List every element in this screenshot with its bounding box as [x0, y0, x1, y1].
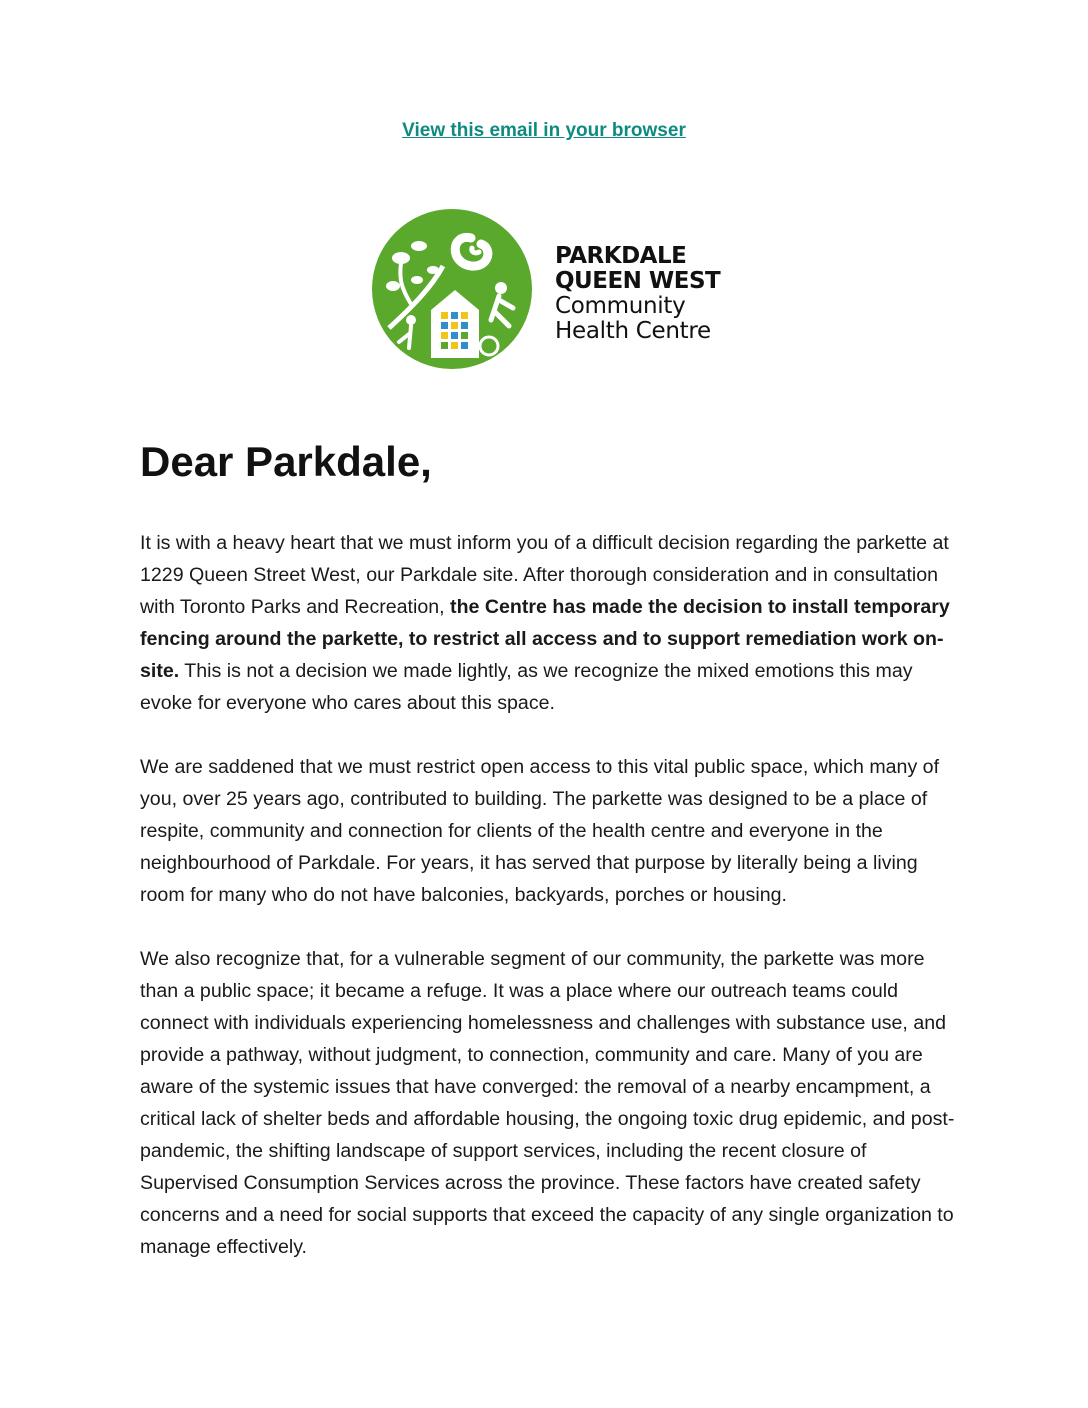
paragraph-1-outro: This is not a decision we made lightly, as we recognize the mixed emotions this may evoke for everyone who cares about this space. [140, 660, 913, 714]
logo-line-1: PARKDALE [555, 243, 687, 269]
letter-greeting: Dear Parkdale, [140, 438, 432, 485]
paragraph-1-decision: the Centre has made the decision to install temporary fencing around the parkette, to restrict all access and to support remediation work on-site. [140, 596, 950, 682]
paragraph-2: We are saddened that we must restrict open access to this vital public space, which many of you, over 25 years ago, contributed to building. The parkette was designed to be a place of respite, community and connection for clients of the health centre and everyone in the neighbourhood of Parkdale. For years, it has served that purpose by literally being a living room for many who do not have balconies, backyards, porches or housing. [140, 756, 940, 906]
community-scene-circle-icon [371, 208, 533, 370]
logo-line-2: QUEEN WEST [555, 268, 721, 294]
organization-logo [371, 208, 731, 370]
paragraph-3: We also recognize that, for a vulnerable segment of our community, the parkette was more than a public space; it became a refuge. It was a place where our outreach teams could connect with individuals experiencing homelessness and challenges with substance use, and provide a pathway, without judgment, to connection, community and care. Many of you are aware of the systemic issues that have converged: the removal of a nearby encampment, a critical lack of shelter beds and affordable housing, the ongoing toxic drug epidemic, and post-pandemic, the shifting landscape of support services, including the recent closure of Supervised Consumption Services across the province. These factors have created safety concerns and a need for social supports that exceed the capacity of any single organization to manage effectively. [140, 948, 955, 1258]
view-in-browser-link[interactable]: View this email in your browser [402, 120, 686, 141]
letter-body [140, 527, 955, 1295]
view-in-browser-bar [0, 120, 1088, 142]
logo-line-4: Health Centre [555, 318, 711, 344]
logo-wordmark [555, 244, 720, 344]
paragraph-1-intro: It is with a heavy heart that we must inform you of a difficult decision regarding the parkette at 1229 Queen Street West, our Parkdale site. After thorough consideration and in consultation with Toronto Parks and Recreation, [140, 532, 949, 618]
paragraph-1 [140, 527, 955, 719]
logo-line-3: Community [555, 293, 686, 319]
